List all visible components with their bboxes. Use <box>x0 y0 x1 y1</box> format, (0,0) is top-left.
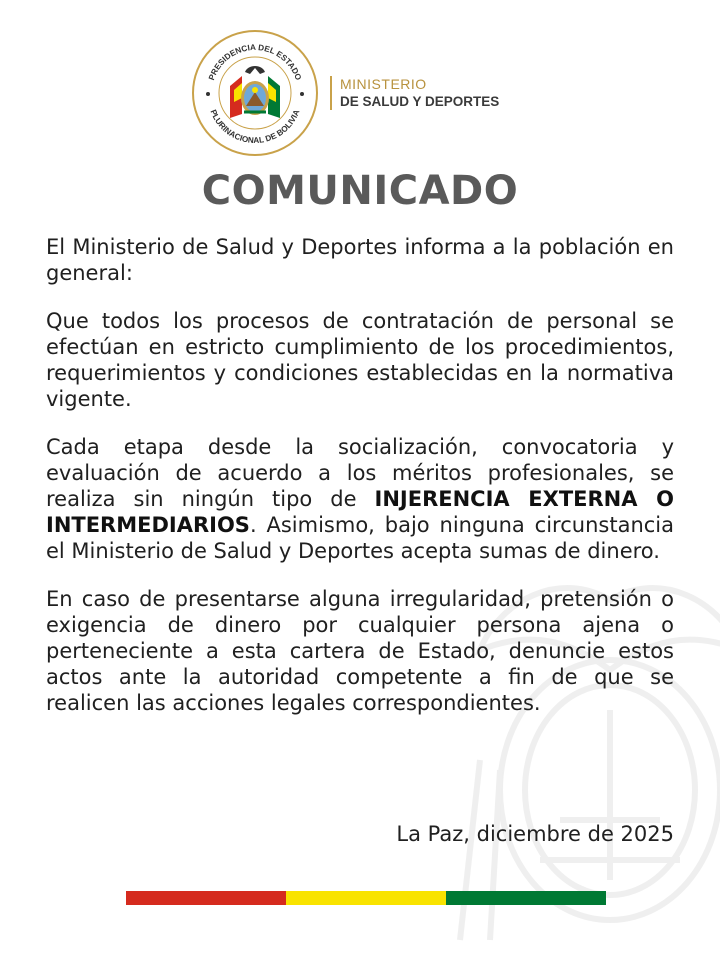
ministry-line-2: DE SALUD Y DEPORTES <box>340 94 500 109</box>
ministry-name <box>340 76 499 110</box>
header-divider <box>330 76 332 110</box>
presidential-seal-icon <box>190 28 320 158</box>
seal-text-bottom: PLURINACIONAL DE BOLIVIA <box>208 108 302 146</box>
page-title: COMUNICADO <box>201 168 519 214</box>
flag-stripe-green <box>446 891 606 905</box>
flag-stripe-bar <box>126 891 606 905</box>
paragraph-stages-text-1: Cada etapa desde la socialización, convocatoria y evaluación de acuerdo a los méritos profesionales, se realiza sin ningún tipo de <box>46 435 674 511</box>
seal-text-top: PRESIDENCIA DEL ESTADO <box>207 42 303 82</box>
paragraph-report: En caso de presentarse alguna irregularidad, pretensión o exigencia de dinero por cualquier persona ajena o perteneciente a esta cartera de Estado, denuncie estos actos ante la autoridad competente a fin de que se realicen las acciones legales correspondientes. <box>46 587 674 715</box>
communique-body <box>46 234 674 738</box>
paragraph-stages-emphasis: INJERENCIA EXTERNA O INTERMEDIARIOS <box>46 487 675 537</box>
paragraph-processes: Que todos los procesos de contratación de personal se efectúan en estricto cumplimiento de los procedimientos, requerimientos y condiciones establecidas en la normativa vigente. <box>46 309 674 411</box>
paragraph-intro: El Ministerio de Salud y Deportes informa a la población en general: <box>46 235 674 285</box>
flag-stripe-yellow <box>286 891 446 905</box>
flag-stripe-red <box>126 891 286 905</box>
dateline: La Paz, diciembre de 2025 <box>396 822 674 846</box>
paragraph-stages <box>46 434 674 564</box>
header <box>190 28 499 158</box>
ministry-line-1: MINISTERIO <box>340 76 427 92</box>
paragraph-stages-text-2: . Asimismo, bajo ninguna circunstancia el Ministerio de Salud y Deportes acepta sumas de dinero. <box>46 513 674 563</box>
